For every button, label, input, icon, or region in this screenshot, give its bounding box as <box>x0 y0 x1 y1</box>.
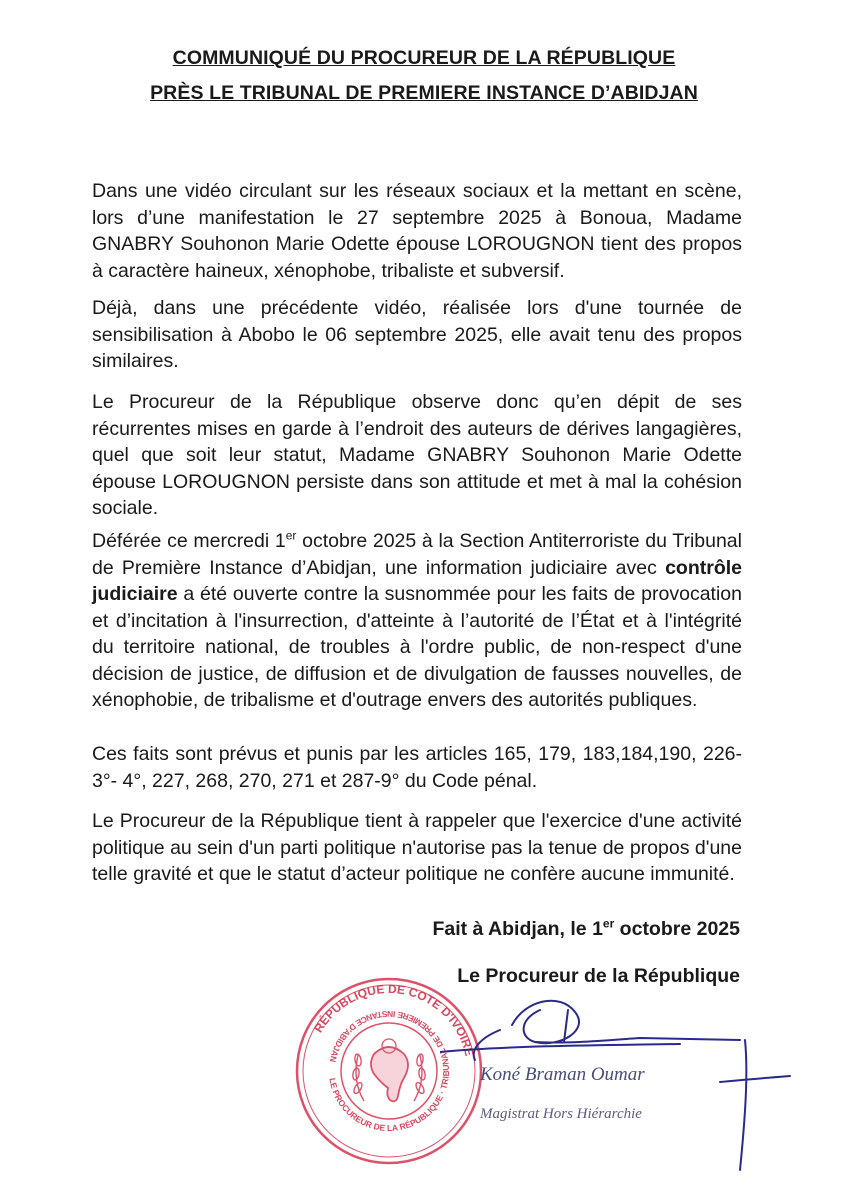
seal-inner-text: LE PROCUREUR DE LA RÉPUBLIQUE · TRIBUNAL DE PREMIERE INSTANCE D'ABIDJAN <box>327 1008 452 1134</box>
text-run: octobre 2025 à la Section Antiterroriste du Tribunal de Première Instance d’Abidjan, une information judiciaire avec <box>92 530 742 579</box>
paragraph-articles <box>92 741 742 794</box>
paragraph-video-bonoua <box>92 178 742 284</box>
signer-name: Koné Braman Oumar <box>480 1064 645 1085</box>
text-run: octobre 2025 <box>614 918 740 940</box>
paragraph-deferral <box>92 528 742 714</box>
text-run: a été ouverte contre la susnommée pour les faits de provocation et d’incitation à l'insurrection, d'atteinte à l’autorité de l’État et à l'intégrité du territoire national, de troubles à l'ordre public, de non-respect d'une décision de justice, de diffusion et de divulgation de fausses nouvelles, de xénophobie, de tribalisme et d'outrage envers des autorités publiques. <box>92 583 742 711</box>
signer-rank: Magistrat Hors Hiérarchie <box>480 1106 642 1122</box>
document-title-line-2: PRÈS LE TRIBUNAL DE PREMIERE INSTANCE D’ABIDJAN <box>150 82 698 104</box>
paragraph-procureur-observation <box>92 389 742 522</box>
handwritten-signature <box>440 990 800 1190</box>
text-run: Fait à Abidjan, le 1 <box>432 918 603 940</box>
paragraph-text: Ces faits sont prévus et punis par les articles 165, 179, 183,184,190, 226-3°- 4°, 227, 268, 270, 271 et 287-9° du Code pénal. <box>92 743 742 792</box>
text-run: Déférée ce mercredi 1 <box>92 530 286 552</box>
signatory-title: Le Procureur de la République <box>457 965 740 987</box>
superscript: er <box>285 528 297 543</box>
paragraph-text: Le Procureur de la République observe donc qu’en dépit de ses récurrentes mises en garde à l’endroit des auteurs de dérives langagières, quel que soit leur statut, Madame GNABRY Souhonon Marie Odette épouse LOROUGNON persiste dans son attitude et met à mal la cohésion sociale. <box>92 391 742 519</box>
bold-text-controle-judiciaire: contrôle judiciaire <box>92 556 742 605</box>
paragraph-previous-video <box>92 295 742 375</box>
superscript: er <box>602 916 615 931</box>
paragraph-text <box>92 528 742 714</box>
paragraph-text: Déjà, dans une précédente vidéo, réalisée lors d'une tournée de sensibilisation à Abobo le 06 septembre 2025, elle avait tenu des propos similaires. <box>92 297 742 372</box>
closing-date <box>432 918 740 941</box>
seal-outer-text: RÉPUBLIQUE DE COTE D'IVOIRE <box>311 981 477 1058</box>
paragraph-text: Le Procureur de la République tient à rappeler que l'exercice d'une activité politique au sein d'un parti politique n'autorise pas la tenue de propos d'une telle gravité et que le statut d’acteur politique ne confère aucune immunité. <box>92 810 742 885</box>
paragraph-reminder <box>92 808 742 888</box>
document-title-line-1: COMMUNIQUÉ DU PROCUREUR DE LA RÉPUBLIQUE <box>172 47 676 69</box>
paragraph-text: Dans une vidéo circulant sur les réseaux sociaux et la mettant en scène, lors d’une manifestation le 27 septembre 2025 à Bonoua, Madame GNABRY Souhonon Marie Odette épouse LOROUGNON tient des propos à caractère haineux, xénophobe, tribaliste et subversif. <box>92 180 742 282</box>
